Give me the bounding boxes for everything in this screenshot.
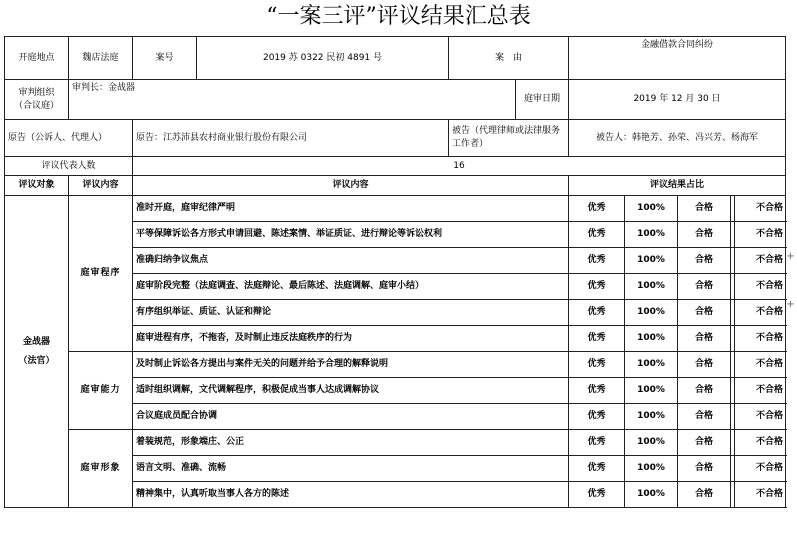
trial-date-value: 2019 年 12 月 30 日 — [569, 80, 786, 120]
rating-percent: 100% — [625, 274, 678, 300]
rating-pass: 合格 — [678, 196, 731, 222]
rating-pass: 合格 — [678, 274, 731, 300]
rating-fail — [731, 378, 786, 404]
rating-fail-label: 不合格 — [734, 482, 786, 507]
defendant-label: 被告（代理律师或法律服务工作者） — [449, 120, 569, 157]
rating-fail — [731, 404, 786, 430]
rating-fail-label: 不合格 — [734, 352, 786, 377]
criterion-text: 平等保障诉讼各方形式申请回避、陈述案情、举证质证、进行辩论等诉讼权利 — [133, 222, 569, 248]
rating-fail — [731, 430, 786, 456]
criterion-text: 合议庭成员配合协调 — [133, 404, 569, 430]
reviewers-label: 评议代表人数 — [5, 157, 133, 176]
reviewers-value: 16 — [133, 157, 786, 176]
rating-fail — [731, 352, 786, 378]
rating-percent: 100% — [625, 248, 678, 274]
panel-label: 审判组织 （合议庭） — [5, 80, 69, 120]
criterion-text: 准确归纳争议焦点 — [133, 248, 569, 274]
header-item: 评议内容 — [69, 176, 133, 196]
rating-fail-label: 不合格 — [734, 378, 786, 403]
rating-percent: 100% — [625, 300, 678, 326]
criterion-text: 精神集中，认真听取当事人各方的陈述 — [133, 482, 569, 508]
criterion-text: 庭审进程有序，不拖沓，及时制止违反法庭秩序的行为 — [133, 326, 569, 352]
rating-excellent: 优秀 — [569, 404, 625, 430]
rating-percent: 100% — [625, 352, 678, 378]
rating-excellent: 优秀 — [569, 378, 625, 404]
rating-percent: 100% — [625, 222, 678, 248]
rating-fail — [731, 196, 786, 222]
object-name: 金战器 — [22, 336, 50, 347]
criterion-text: 准时开庭，庭审纪律严明 — [133, 196, 569, 222]
rating-percent: 100% — [625, 326, 678, 352]
rating-percent: 100% — [625, 482, 678, 508]
rating-fail — [731, 456, 786, 482]
group-name: 庭审形象 — [69, 430, 133, 508]
rating-percent: 100% — [625, 456, 678, 482]
rating-percent: 100% — [625, 430, 678, 456]
group-name: 庭审程序 — [69, 196, 133, 352]
rating-fail-label: 不合格 — [734, 326, 786, 351]
plus-icon[interactable]: + — [786, 299, 795, 310]
criterion-text: 适时组织调解，文代调解程序，积极促成当事人达成调解协议 — [133, 378, 569, 404]
plus-icon[interactable]: + — [786, 251, 795, 262]
case-no-value: 2019 苏 0322 民初 4891 号 — [197, 37, 449, 80]
defendant-value: 被告人：韩艳芳、孙荣、冯兴芳、杨海军 — [569, 120, 786, 157]
cause-value: 金融借款合同纠纷 — [569, 37, 786, 80]
rating-fail-label: 不合格 — [734, 196, 786, 221]
rating-excellent: 优秀 — [569, 352, 625, 378]
evaluation-table — [4, 36, 785, 543]
criterion-text: 有序组织举证、质证、认证和辩论 — [133, 300, 569, 326]
trial-date-label: 庭审日期 — [516, 80, 569, 120]
rating-excellent: 优秀 — [569, 326, 625, 352]
rating-fail — [731, 300, 786, 326]
rating-fail-label: 不合格 — [734, 456, 786, 481]
rating-fail-label: 不合格 — [734, 404, 786, 429]
rating-pass: 合格 — [678, 456, 731, 482]
rating-pass: 合格 — [678, 404, 731, 430]
rating-fail — [731, 248, 786, 274]
rating-fail — [731, 222, 786, 248]
case-no-label: 案号 — [133, 37, 197, 80]
court-location-value: 魏店法庭 — [69, 37, 133, 80]
rating-percent: 100% — [625, 404, 678, 430]
rating-fail-label: 不合格 — [734, 300, 786, 325]
rating-percent: 100% — [625, 196, 678, 222]
rating-excellent: 优秀 — [569, 248, 625, 274]
criterion-text: 语言文明、准确、流畅 — [133, 456, 569, 482]
rating-percent: 100% — [625, 378, 678, 404]
panel-value: 审判长：金战器 — [69, 80, 516, 120]
criterion-text: 及时制止诉讼各方提出与案件无关的问题并给予合理的解释说明 — [133, 352, 569, 378]
rating-excellent: 优秀 — [569, 274, 625, 300]
rating-pass: 合格 — [678, 222, 731, 248]
header-object: 评议对象 — [5, 176, 69, 196]
object-role: （法官） — [18, 355, 55, 366]
rating-pass: 合格 — [678, 352, 731, 378]
rating-fail-label: 不合格 — [734, 248, 786, 273]
rating-excellent: 优秀 — [569, 300, 625, 326]
rating-excellent: 优秀 — [569, 196, 625, 222]
header-result: 评议结果占比 — [569, 176, 786, 196]
object-cell — [5, 196, 69, 508]
rating-fail-label: 不合格 — [734, 274, 786, 299]
cause-label: 案 由 — [449, 37, 569, 80]
court-location-label: 开庭地点 — [5, 37, 69, 80]
rating-pass: 合格 — [678, 482, 731, 508]
rating-fail-label: 不合格 — [734, 430, 786, 455]
rating-fail — [731, 274, 786, 300]
rating-fail-label: 不合格 — [734, 222, 786, 247]
rating-fail — [731, 482, 786, 508]
rating-pass: 合格 — [678, 430, 731, 456]
group-name: 庭审能力 — [69, 352, 133, 430]
plaintiff-value: 原告：江苏沛县农村商业银行股份有限公司 — [133, 120, 449, 157]
rating-fail — [731, 326, 786, 352]
table-row — [5, 196, 786, 222]
rating-pass: 合格 — [678, 378, 731, 404]
criterion-text: 着装规范，形象端庄、公正 — [133, 430, 569, 456]
rating-excellent: 优秀 — [569, 430, 625, 456]
criterion-text: 庭审阶段完整（法庭调查、法庭辩论、最后陈述、法庭调解、庭审小结） — [133, 274, 569, 300]
page-title: “一案三评”评议结果汇总表 — [266, 4, 531, 29]
table-row — [5, 430, 786, 456]
rating-excellent: 优秀 — [569, 222, 625, 248]
plaintiff-label: 原告（公诉人、代理人） — [5, 120, 133, 157]
rating-pass: 合格 — [678, 300, 731, 326]
header-content: 评议内容 — [133, 176, 569, 196]
table-row — [5, 352, 786, 378]
rating-excellent: 优秀 — [569, 482, 625, 508]
rating-excellent: 优秀 — [569, 456, 625, 482]
rating-pass: 合格 — [678, 326, 731, 352]
rating-pass: 合格 — [678, 248, 731, 274]
